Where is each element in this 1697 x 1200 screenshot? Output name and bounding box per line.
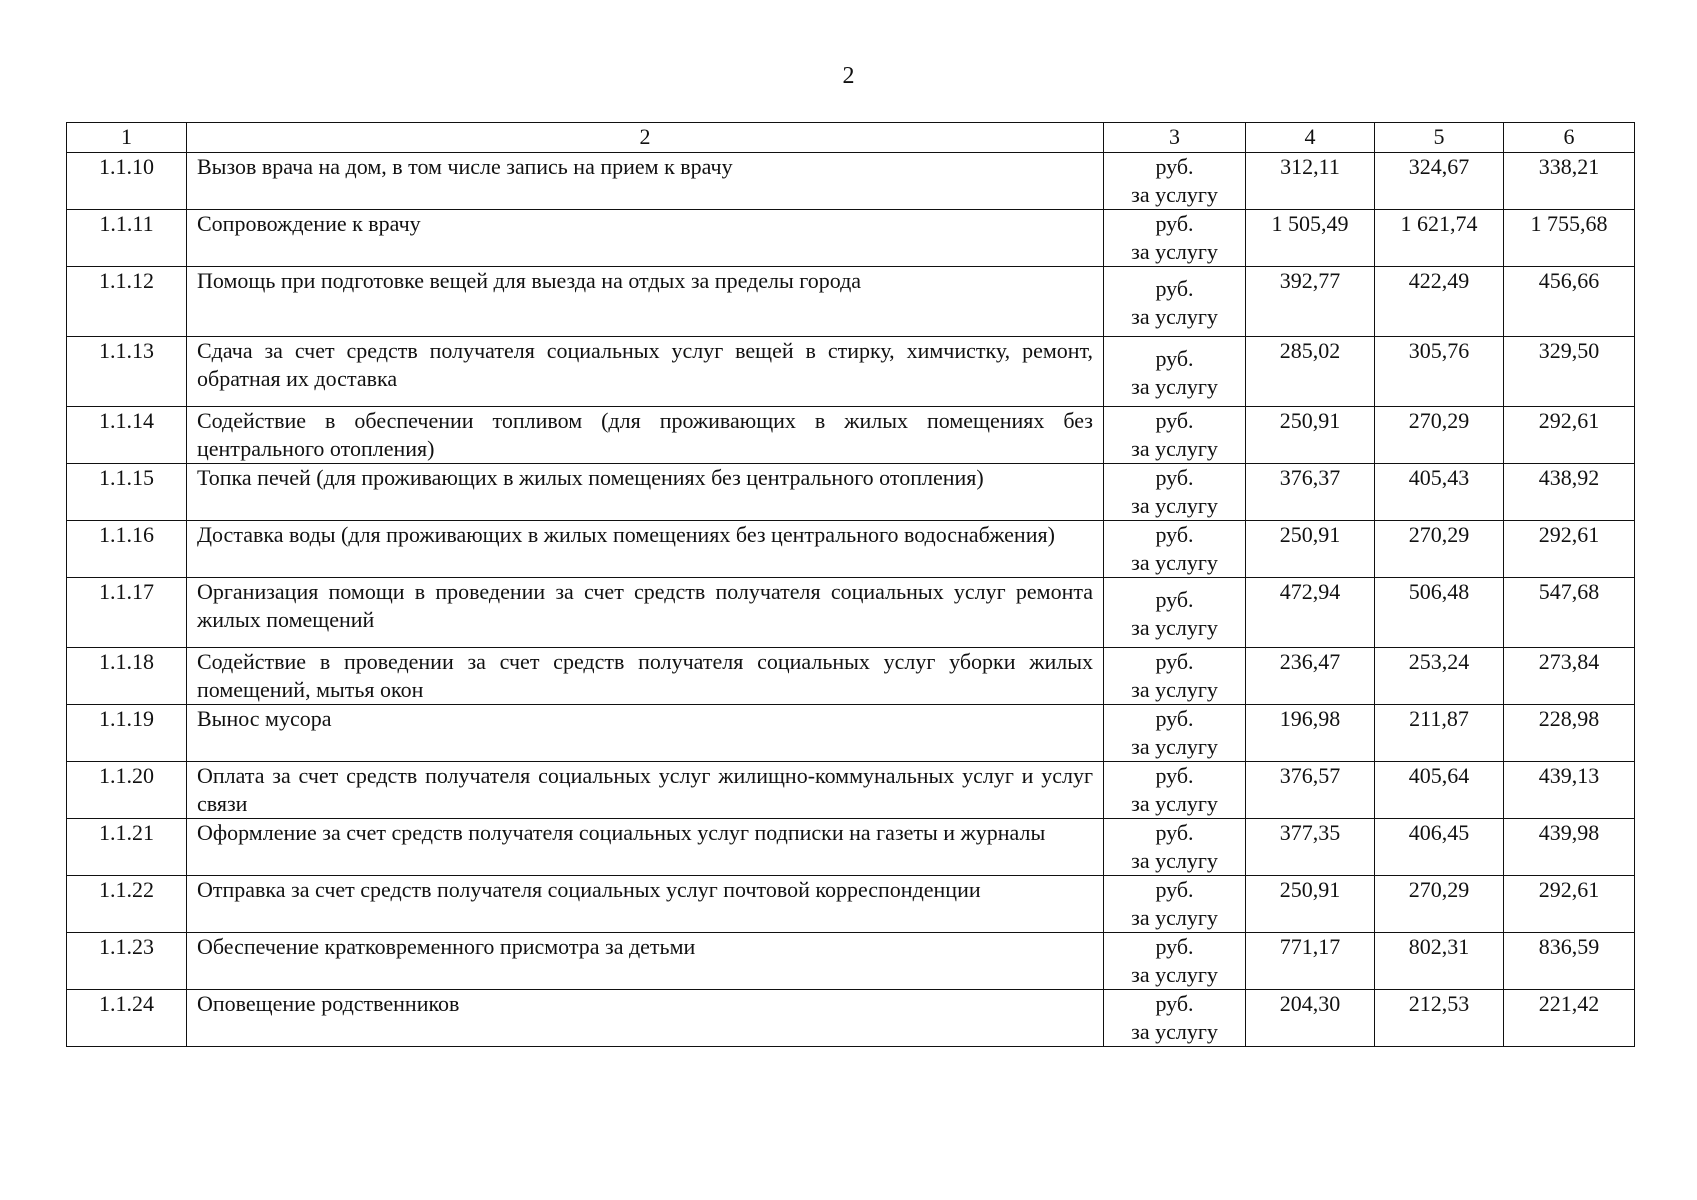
value-col-6: 836,59 <box>1504 933 1635 990</box>
unit-cell <box>1104 407 1246 464</box>
unit-cell <box>1104 648 1246 705</box>
unit-currency: руб. <box>1155 587 1194 612</box>
unit-currency: руб. <box>1155 346 1194 371</box>
value-col-6: 292,61 <box>1504 521 1635 578</box>
row-number: 1.1.10 <box>67 153 187 210</box>
value-col-4: 285,02 <box>1246 337 1375 407</box>
service-name: Вынос мусора <box>187 705 1104 762</box>
row-number: 1.1.18 <box>67 648 187 705</box>
unit-per-service: за услугу <box>1131 550 1218 575</box>
service-name: Обеспечение кратковременного присмотра за детьми <box>187 933 1104 990</box>
unit-currency: руб. <box>1155 991 1194 1016</box>
value-col-6: 292,61 <box>1504 407 1635 464</box>
unit-currency: руб. <box>1155 522 1194 547</box>
service-name: Топка печей (для проживающих в жилых помещениях без центрального отопления) <box>187 464 1104 521</box>
unit-currency: руб. <box>1155 211 1194 236</box>
column-number-4: 4 <box>1246 123 1375 153</box>
table-row <box>67 267 1635 337</box>
unit-currency: руб. <box>1155 706 1194 731</box>
value-col-6: 439,98 <box>1504 819 1635 876</box>
row-number: 1.1.20 <box>67 762 187 819</box>
unit-per-service: за услугу <box>1131 677 1218 702</box>
unit-per-service: за услугу <box>1131 304 1218 329</box>
row-number: 1.1.13 <box>67 337 187 407</box>
table-row <box>67 705 1635 762</box>
column-number-5: 5 <box>1375 123 1504 153</box>
table-row <box>67 464 1635 521</box>
value-col-4: 196,98 <box>1246 705 1375 762</box>
value-col-5: 406,45 <box>1375 819 1504 876</box>
unit-per-service: за услугу <box>1131 905 1218 930</box>
row-number: 1.1.16 <box>67 521 187 578</box>
value-col-6: 228,98 <box>1504 705 1635 762</box>
value-col-6: 438,92 <box>1504 464 1635 521</box>
unit-per-service: за услугу <box>1131 182 1218 207</box>
unit-per-service: за услугу <box>1131 848 1218 873</box>
unit-per-service: за услугу <box>1131 615 1218 640</box>
value-col-6: 547,68 <box>1504 578 1635 648</box>
unit-currency: руб. <box>1155 820 1194 845</box>
unit-currency: руб. <box>1155 465 1194 490</box>
row-number: 1.1.14 <box>67 407 187 464</box>
table-row <box>67 648 1635 705</box>
value-col-4: 376,37 <box>1246 464 1375 521</box>
unit-currency: руб. <box>1155 934 1194 959</box>
value-col-4: 376,57 <box>1246 762 1375 819</box>
unit-currency: руб. <box>1155 877 1194 902</box>
row-number: 1.1.12 <box>67 267 187 337</box>
row-number: 1.1.19 <box>67 705 187 762</box>
unit-cell <box>1104 267 1246 337</box>
service-name: Организация помощи в проведении за счет средств получателя социальных услуг ремонта жилых помещений <box>187 578 1104 648</box>
unit-cell <box>1104 990 1246 1047</box>
service-name: Помощь при подготовке вещей для выезда на отдых за пределы города <box>187 267 1104 337</box>
unit-per-service: за услугу <box>1131 239 1218 264</box>
table-row <box>67 210 1635 267</box>
value-col-5: 211,87 <box>1375 705 1504 762</box>
value-col-5: 324,67 <box>1375 153 1504 210</box>
value-col-4: 392,77 <box>1246 267 1375 337</box>
service-name: Сдача за счет средств получателя социальных услуг вещей в стирку, химчистку, ремонт, обратная их доставка <box>187 337 1104 407</box>
row-number: 1.1.22 <box>67 876 187 933</box>
unit-cell <box>1104 876 1246 933</box>
unit-per-service: за услугу <box>1131 493 1218 518</box>
unit-cell <box>1104 337 1246 407</box>
unit-per-service: за услугу <box>1131 1019 1218 1044</box>
value-col-5: 270,29 <box>1375 876 1504 933</box>
unit-cell <box>1104 210 1246 267</box>
service-name: Отправка за счет средств получателя социальных услуг почтовой корреспонденции <box>187 876 1104 933</box>
value-col-4: 472,94 <box>1246 578 1375 648</box>
value-col-5: 1 621,74 <box>1375 210 1504 267</box>
unit-currency: руб. <box>1155 154 1194 179</box>
unit-cell <box>1104 521 1246 578</box>
table-header-row <box>67 123 1635 153</box>
table-row <box>67 337 1635 407</box>
column-number-1: 1 <box>67 123 187 153</box>
service-name: Сопровождение к врачу <box>187 210 1104 267</box>
value-col-4: 377,35 <box>1246 819 1375 876</box>
unit-cell <box>1104 762 1246 819</box>
unit-per-service: за услугу <box>1131 962 1218 987</box>
unit-per-service: за услугу <box>1131 374 1218 399</box>
value-col-4: 236,47 <box>1246 648 1375 705</box>
unit-per-service: за услугу <box>1131 791 1218 816</box>
service-name: Содействие в обеспечении топливом (для проживающих в жилых помещениях без центрального отопления) <box>187 407 1104 464</box>
value-col-6: 273,84 <box>1504 648 1635 705</box>
table-row <box>67 819 1635 876</box>
unit-cell <box>1104 819 1246 876</box>
value-col-6: 329,50 <box>1504 337 1635 407</box>
column-number-3: 3 <box>1104 123 1246 153</box>
service-name: Оплата за счет средств получателя социальных услуг жилищно-коммунальных услуг и услуг связи <box>187 762 1104 819</box>
row-number: 1.1.24 <box>67 990 187 1047</box>
service-name: Оформление за счет средств получателя социальных услуг подписки на газеты и журналы <box>187 819 1104 876</box>
value-col-4: 1 505,49 <box>1246 210 1375 267</box>
value-col-5: 802,31 <box>1375 933 1504 990</box>
service-name: Вызов врача на дом, в том числе запись на прием к врачу <box>187 153 1104 210</box>
value-col-4: 250,91 <box>1246 876 1375 933</box>
column-number-2: 2 <box>187 123 1104 153</box>
value-col-6: 1 755,68 <box>1504 210 1635 267</box>
page-number: 2 <box>842 63 855 89</box>
row-number: 1.1.11 <box>67 210 187 267</box>
unit-currency: руб. <box>1155 649 1194 674</box>
service-name: Оповещение родственников <box>187 990 1104 1047</box>
table-row <box>67 407 1635 464</box>
row-number: 1.1.23 <box>67 933 187 990</box>
unit-cell <box>1104 153 1246 210</box>
value-col-5: 305,76 <box>1375 337 1504 407</box>
unit-per-service: за услугу <box>1131 734 1218 759</box>
row-number: 1.1.21 <box>67 819 187 876</box>
value-col-6: 338,21 <box>1504 153 1635 210</box>
unit-currency: руб. <box>1155 276 1194 301</box>
value-col-4: 250,91 <box>1246 407 1375 464</box>
services-tariff-table <box>66 122 1635 1047</box>
value-col-5: 405,64 <box>1375 762 1504 819</box>
value-col-5: 506,48 <box>1375 578 1504 648</box>
value-col-6: 221,42 <box>1504 990 1635 1047</box>
table-row <box>67 990 1635 1047</box>
unit-cell <box>1104 933 1246 990</box>
value-col-6: 456,66 <box>1504 267 1635 337</box>
value-col-5: 405,43 <box>1375 464 1504 521</box>
value-col-5: 253,24 <box>1375 648 1504 705</box>
row-number: 1.1.15 <box>67 464 187 521</box>
table-row <box>67 153 1635 210</box>
unit-cell <box>1104 464 1246 521</box>
unit-currency: руб. <box>1155 408 1194 433</box>
value-col-4: 204,30 <box>1246 990 1375 1047</box>
unit-cell <box>1104 578 1246 648</box>
table-row <box>67 521 1635 578</box>
value-col-5: 270,29 <box>1375 521 1504 578</box>
value-col-5: 422,49 <box>1375 267 1504 337</box>
unit-cell <box>1104 705 1246 762</box>
table-row <box>67 578 1635 648</box>
value-col-4: 312,11 <box>1246 153 1375 210</box>
service-name: Содействие в проведении за счет средств получателя социальных услуг уборки жилых помещений, мытья окон <box>187 648 1104 705</box>
table-row <box>67 762 1635 819</box>
unit-per-service: за услугу <box>1131 436 1218 461</box>
value-col-4: 771,17 <box>1246 933 1375 990</box>
value-col-4: 250,91 <box>1246 521 1375 578</box>
service-name: Доставка воды (для проживающих в жилых помещениях без центрального водоснабжения) <box>187 521 1104 578</box>
value-col-6: 439,13 <box>1504 762 1635 819</box>
column-number-6: 6 <box>1504 123 1635 153</box>
unit-currency: руб. <box>1155 763 1194 788</box>
value-col-6: 292,61 <box>1504 876 1635 933</box>
value-col-5: 270,29 <box>1375 407 1504 464</box>
value-col-5: 212,53 <box>1375 990 1504 1047</box>
table-row <box>67 876 1635 933</box>
row-number: 1.1.17 <box>67 578 187 648</box>
table-row <box>67 933 1635 990</box>
